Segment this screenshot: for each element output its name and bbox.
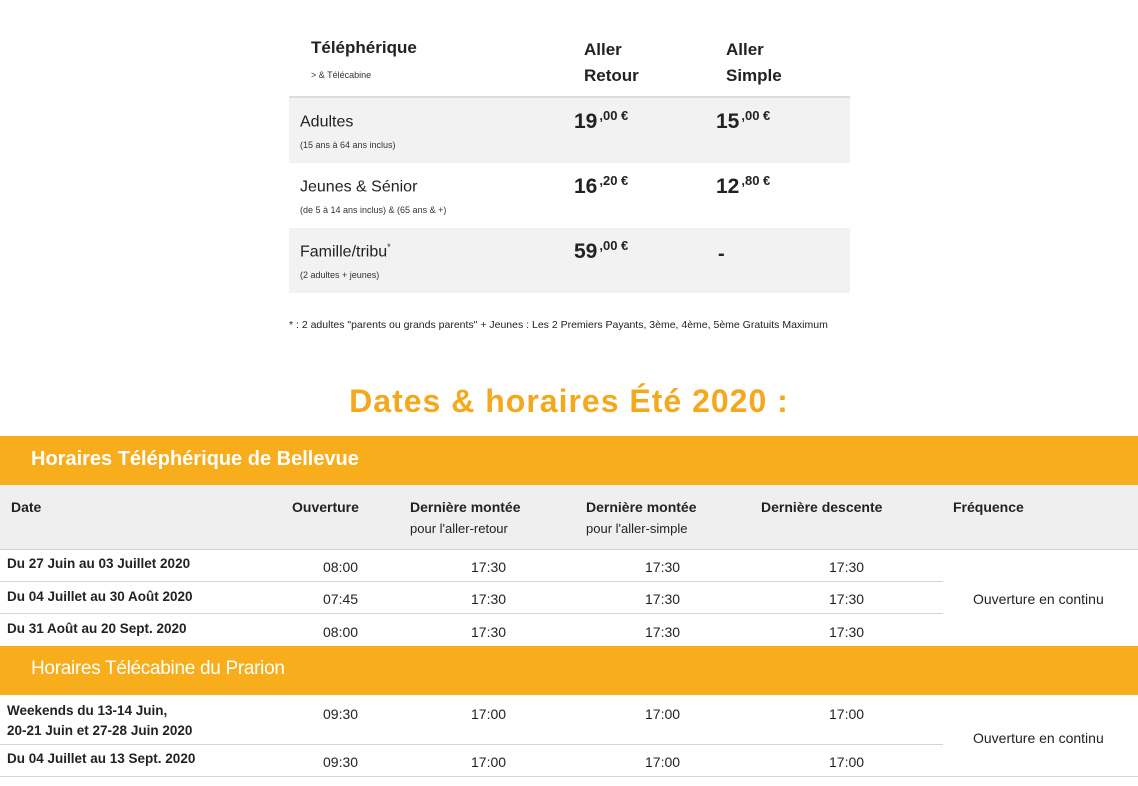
price-row-jeunes-senior — [289, 163, 850, 228]
schedule-last-down: 17:30 — [829, 624, 865, 640]
schedule-opening: 07:45 — [323, 591, 359, 607]
schedule-last-up-rt: 17:30 — [471, 559, 507, 575]
schedule-last-up-os: 17:30 — [645, 624, 681, 640]
schedule-opening: 08:00 — [323, 559, 359, 575]
schedule-column-headers — [0, 485, 1138, 550]
schedule-last-down: 17:30 — [829, 559, 865, 575]
column-last-up-one-way: Dernière montée pour l'aller-simple — [586, 499, 697, 536]
price-aller-retour: 16 $^{,20 €}$ — [574, 173, 629, 198]
schedule-last-down: 17:00 — [829, 754, 865, 770]
bellevue-header-band — [0, 436, 1138, 485]
schedule-opening: 09:30 — [323, 754, 359, 770]
price-aller-simple: 12 $^{,80 €}$ — [716, 173, 771, 198]
schedule-date: Du 04 Juillet au 30 Août 2020 — [7, 589, 193, 604]
table-bottom-border — [0, 776, 1138, 777]
price-aller-simple: 15 $^{,00 €}$ — [716, 108, 771, 133]
schedule-last-up-os: 17:30 — [645, 591, 681, 607]
price-footnote: * : 2 adultes "parents ou grands parents" + Jeunes : Les 2 Premiers Payants, 3ème, 4ème, 5ème Gratuits Maximum — [289, 319, 828, 331]
price-aller-retour: 59 $^{,00 €}$ — [574, 238, 629, 263]
bellevue-title: Horaires Téléphérique de Bellevue — [31, 448, 359, 470]
schedule-opening: 08:00 — [323, 624, 359, 640]
price-row-adultes — [289, 98, 850, 163]
schedule-last-up-rt: 17:30 — [471, 591, 507, 607]
schedule-opening: 09:30 — [323, 706, 359, 722]
schedule-last-up-rt: 17:00 — [471, 754, 507, 770]
price-table-header — [289, 26, 850, 98]
schedule-last-up-rt: 17:00 — [471, 706, 507, 722]
column-aller-retour: Aller Retour — [584, 40, 639, 85]
row-divider — [0, 744, 943, 745]
price-row-detail: (15 ans à 64 ans inclus) — [300, 140, 396, 150]
price-aller-retour: 19 $^{,00 €}$ — [574, 108, 629, 133]
schedule-last-up-rt: 17:30 — [471, 624, 507, 640]
column-last-down: Dernière descente — [761, 499, 883, 515]
price-row-label: Adultes — [300, 113, 354, 131]
price-aller-simple: - — [718, 243, 725, 265]
schedule-last-up-os: 17:30 — [645, 559, 681, 575]
schedule-last-down: 17:00 — [829, 706, 865, 722]
price-row-detail: (de 5 à 14 ans inclus) & (65 ans & +) — [300, 205, 447, 215]
price-row-label: Famille/tribu* — [300, 242, 391, 261]
section-title: Dates & horaires Été 2020 : — [349, 383, 789, 419]
column-frequency: Fréquence — [953, 499, 1024, 515]
price-table — [289, 26, 850, 293]
schedule-date: Weekends du 13-14 Juin, 20-21 Juin et 27-28 Juin 2020 — [7, 703, 193, 738]
prarion-frequency: Ouverture en continu — [973, 730, 1104, 746]
price-row-detail: (2 adultes + jeunes) — [300, 270, 380, 280]
row-divider — [0, 581, 943, 582]
price-table-subtitle: > & Télécabine — [311, 70, 372, 80]
bellevue-frequency: Ouverture en continu — [973, 591, 1104, 607]
schedule-date: Du 04 Juillet au 13 Sept. 2020 — [7, 751, 196, 766]
prarion-header-band — [0, 646, 1138, 695]
prarion-title: Horaires Télécabine du Prarion — [31, 658, 285, 679]
schedule-date: Du 27 Juin au 03 Juillet 2020 — [7, 556, 191, 571]
column-opening: Ouverture — [292, 499, 359, 515]
schedule-last-up-os: 17:00 — [645, 706, 681, 722]
schedule-last-up-os: 17:00 — [645, 754, 681, 770]
row-divider — [0, 613, 943, 614]
column-last-up-round-trip: Dernière montée pour l'aller-retour — [410, 499, 521, 536]
price-row-label: Jeunes & Sénior — [300, 178, 418, 196]
price-row-famille — [289, 228, 850, 293]
price-table-title: Téléphérique — [311, 38, 417, 57]
column-aller-simple: Aller Simple — [726, 40, 782, 85]
schedule-last-down: 17:30 — [829, 591, 865, 607]
column-date: Date — [11, 499, 42, 515]
schedule-date: Du 31 Août au 20 Sept. 2020 — [7, 621, 187, 636]
